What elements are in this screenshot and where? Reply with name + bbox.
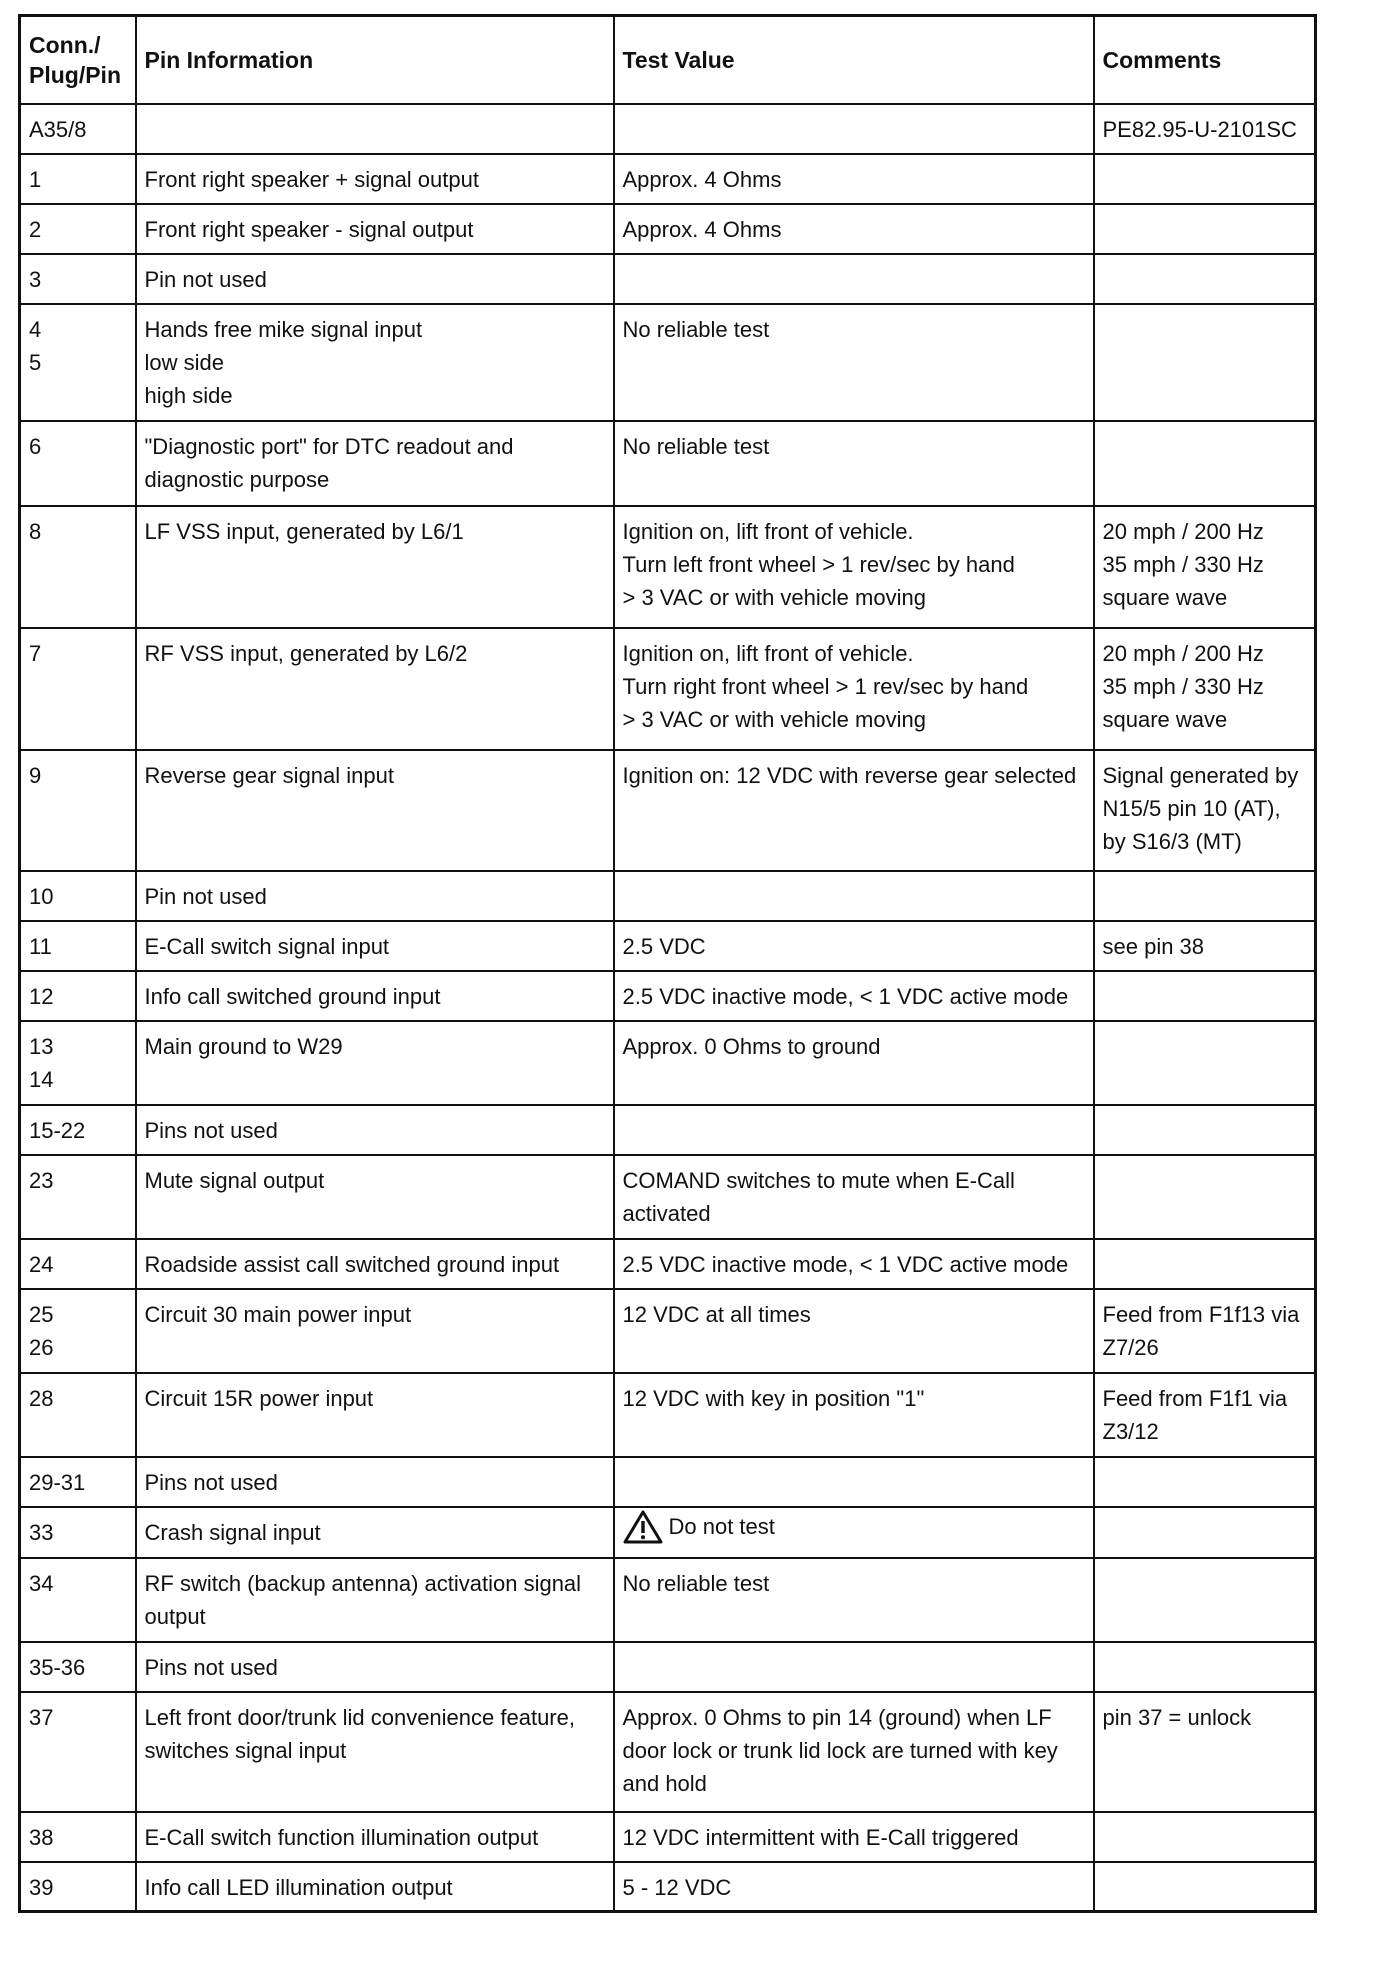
test-value-line: Ignition on, lift front of vehicle. [622,640,914,666]
cell-pin [20,506,136,628]
pin-info-line: "Diagnostic port" for DTC readout and [144,433,514,459]
cell-test-value [614,1373,1094,1457]
pin-line: 29-31 [29,1469,86,1495]
comment-line: see pin 38 [1102,933,1205,959]
pin-info-line: Pin not used [144,883,267,909]
cell-pin [20,421,136,506]
table-row [20,1155,1316,1239]
comment-line: pin 37 = unlock [1102,1704,1252,1730]
pin-line: 4 [29,316,42,342]
pin-info-line: E-Call switch function illumination output [144,1824,539,1850]
cell-pin [20,1862,136,1912]
test-value-line: activated [622,1200,711,1226]
cell-test-value [614,1155,1094,1239]
test-value-line: 12 VDC intermittent with E-Call triggered [622,1824,1019,1850]
test-value-line: 12 VDC with key in position "1" [622,1385,925,1411]
pin-line: 24 [29,1251,54,1277]
pin-line: 9 [29,762,42,788]
cell-pin [20,154,136,204]
pin-line: 26 [29,1334,54,1360]
pin-info-line: LF VSS input, generated by L6/1 [144,518,464,544]
pin-line: 25 [29,1301,54,1327]
cell-pin-info [136,628,614,750]
cell-test-value [614,204,1094,254]
cell-pin-info [136,1642,614,1692]
pin-info-line: Hands free mike signal input [144,316,423,342]
table-row [20,971,1316,1021]
comment-line: square wave [1102,584,1228,610]
cell-pin-info [136,1373,614,1457]
pin-line: 2 [29,216,42,242]
pin-line: 28 [29,1385,54,1411]
cell-comments [1094,1692,1316,1812]
cell-pin [20,971,136,1021]
pin-info-line: Pins not used [144,1654,278,1680]
cell-pin-info [136,750,614,871]
table-row [20,1692,1316,1812]
cell-test-value [614,1239,1094,1289]
cell-pin-info [136,1862,614,1912]
test-value-line: 12 VDC at all times [622,1301,811,1327]
cell-pin-info [136,1507,614,1558]
test-value-line: Approx. 4 Ohms [622,216,782,242]
pin-line: 12 [29,983,54,1009]
cell-comments [1094,104,1316,154]
cell-test-value [614,921,1094,971]
comment-line: Feed from F1f1 via [1102,1385,1288,1411]
pin-line: 5 [29,349,42,375]
header-test-value: Test Value [614,16,1094,104]
comment-line: 20 mph / 200 Hz [1102,518,1264,544]
pin-line: 1 [29,166,42,192]
cell-test-value [614,1862,1094,1912]
table-row [20,921,1316,971]
pin-line: 3 [29,266,42,292]
cell-pin-info [136,104,614,154]
test-value-line: No reliable test [622,1570,770,1596]
cell-test-value [614,1507,1094,1558]
comment-line: square wave [1102,706,1228,732]
cell-pin-info [136,204,614,254]
cell-pin-info [136,154,614,204]
comment-line: Z3/12 [1102,1418,1159,1444]
cell-comments [1094,1457,1316,1507]
pin-line: 35-36 [29,1654,86,1680]
pin-info-line: Info call switched ground input [144,983,441,1009]
pin-info-line: Circuit 15R power input [144,1385,374,1411]
cell-pin-info [136,1457,614,1507]
cell-pin [20,1692,136,1812]
header-conn [20,16,136,104]
cell-comments [1094,304,1316,421]
table-row [20,1558,1316,1642]
warning-icon [623,1510,663,1544]
cell-comments [1094,1155,1316,1239]
cell-pin [20,1021,136,1105]
cell-pin [20,1642,136,1692]
test-value-line: > 3 VAC or with vehicle moving [622,706,926,732]
pin-info-line: switches signal input [144,1737,347,1763]
cell-test-value [614,1457,1094,1507]
test-value-line: No reliable test [622,316,770,342]
cell-pin [20,1457,136,1507]
cell-pin-info [136,254,614,304]
cell-pin [20,1289,136,1373]
table-row [20,104,1316,154]
header-conn-line1: Conn./ [29,31,101,58]
test-value-line: Do not test [668,1514,775,1539]
cell-comments [1094,254,1316,304]
cell-comments [1094,1105,1316,1155]
cell-comments [1094,204,1316,254]
table-row [20,750,1316,871]
header-conn-line2: Plug/Pin [29,61,121,88]
pin-info-line: Front right speaker + signal output [144,166,479,192]
comment-line: N15/5 pin 10 (AT), [1102,795,1281,821]
cell-pin-info [136,1812,614,1862]
table-row [20,1862,1316,1912]
table-header-row [20,16,1316,104]
test-value-line: 5 - 12 VDC [622,1874,732,1900]
pin-info-line: low side [144,349,224,375]
pin-info-line: diagnostic purpose [144,466,330,492]
pin-info-line: Front right speaker - signal output [144,216,474,242]
warning-note [623,1510,775,1544]
comment-line: Signal generated by [1102,762,1299,788]
cell-pin-info [136,971,614,1021]
cell-pin-info [136,304,614,421]
test-value-line: COMAND switches to mute when E-Call [622,1167,1015,1193]
pin-line: A35/8 [29,116,87,142]
cell-comments [1094,628,1316,750]
table-row [20,204,1316,254]
test-value-line: door lock or trunk lid lock are turned with key [622,1737,1058,1763]
cell-comments [1094,506,1316,628]
test-value-line: and hold [622,1770,707,1796]
header-comments: Comments [1094,16,1316,104]
cell-test-value [614,628,1094,750]
test-value-line: Ignition on, lift front of vehicle. [622,518,914,544]
cell-test-value [614,750,1094,871]
table-row [20,1812,1316,1862]
test-value-line: 2.5 VDC inactive mode, < 1 VDC active mode [622,983,1069,1009]
cell-pin [20,304,136,421]
cell-pin [20,204,136,254]
cell-pin [20,921,136,971]
pin-line: 33 [29,1519,54,1545]
pin-line: 37 [29,1704,54,1730]
pin-line: 11 [29,933,52,959]
cell-comments [1094,921,1316,971]
cell-pin-info [136,421,614,506]
pin-info-line: Roadside assist call switched ground input [144,1251,560,1277]
cell-pin-info [136,1239,614,1289]
cell-pin [20,628,136,750]
pin-line: 34 [29,1570,54,1596]
pin-info-line: Mute signal output [144,1167,325,1193]
cell-test-value [614,871,1094,921]
pin-info-line: output [144,1603,206,1629]
comment-line: PE82.95-U-2101SC [1102,116,1297,142]
pin-line: 38 [29,1824,54,1850]
cell-test-value [614,1642,1094,1692]
pin-info-line: Pin not used [144,266,267,292]
cell-test-value [614,1558,1094,1642]
cell-pin-info [136,1105,614,1155]
cell-comments [1094,154,1316,204]
pin-line: 15-22 [29,1117,86,1143]
test-value-line: No reliable test [622,433,770,459]
table-row [20,154,1316,204]
test-value-line: Turn left front wheel > 1 rev/sec by hand [622,551,1015,577]
cell-test-value [614,1021,1094,1105]
cell-comments [1094,871,1316,921]
comment-line: 35 mph / 330 Hz [1102,673,1264,699]
comment-line: Z7/26 [1102,1334,1159,1360]
cell-test-value [614,1105,1094,1155]
table-row [20,1457,1316,1507]
cell-comments [1094,750,1316,871]
cell-test-value [614,304,1094,421]
pin-line: 8 [29,518,42,544]
cell-comments [1094,971,1316,1021]
header-pin-info: Pin Information [136,16,614,104]
pin-info-line: RF VSS input, generated by L6/2 [144,640,468,666]
cell-pin-info [136,506,614,628]
cell-pin [20,750,136,871]
pin-line: 13 [29,1033,54,1059]
cell-comments [1094,421,1316,506]
cell-comments [1094,1507,1316,1558]
cell-pin-info [136,1558,614,1642]
pin-info-line: high side [144,382,233,408]
cell-test-value [614,421,1094,506]
pin-line: 23 [29,1167,54,1193]
cell-pin-info [136,1021,614,1105]
cell-test-value [614,506,1094,628]
cell-pin-info [136,1692,614,1812]
table-row [20,1239,1316,1289]
cell-pin [20,1239,136,1289]
cell-test-value [614,104,1094,154]
cell-pin [20,1105,136,1155]
cell-pin-info [136,1289,614,1373]
table-body [20,104,1316,1912]
table-row [20,1105,1316,1155]
table-row [20,1642,1316,1692]
test-value-line: Turn right front wheel > 1 rev/sec by hand [622,673,1029,699]
cell-pin [20,254,136,304]
pin-info-line: Left front door/trunk lid convenience feature, [144,1704,575,1730]
table-row [20,506,1316,628]
pin-line: 10 [29,883,54,909]
cell-test-value [614,971,1094,1021]
cell-test-value [614,254,1094,304]
pin-info-line: Circuit 30 main power input [144,1301,412,1327]
test-value-line: Approx. 0 Ohms to ground [622,1033,881,1059]
test-value-line: 2.5 VDC [622,933,706,959]
pin-info-line: RF switch (backup antenna) activation signal [144,1570,582,1596]
comment-line: by S16/3 (MT) [1102,828,1242,854]
cell-pin [20,1155,136,1239]
cell-pin-info [136,871,614,921]
pin-info-line: Pins not used [144,1469,278,1495]
table-row [20,1289,1316,1373]
pin-info-line: E-Call switch signal input [144,933,390,959]
test-value-line: Approx. 0 Ohms to pin 14 (ground) when LF [622,1704,1052,1730]
pin-info-line: Main ground to W29 [144,1033,343,1059]
test-value-line: > 3 VAC or with vehicle moving [622,584,926,610]
cell-comments [1094,1021,1316,1105]
table-row [20,1021,1316,1105]
table-row [20,628,1316,750]
pin-table [18,14,1317,1913]
pin-info-line: Info call LED illumination output [144,1874,453,1900]
table-row [20,254,1316,304]
cell-pin-info [136,921,614,971]
cell-pin [20,104,136,154]
comment-line: 35 mph / 330 Hz [1102,551,1264,577]
cell-comments [1094,1289,1316,1373]
cell-comments [1094,1862,1316,1912]
table-row [20,871,1316,921]
cell-pin [20,1558,136,1642]
cell-comments [1094,1373,1316,1457]
cell-pin [20,1507,136,1558]
cell-test-value [614,1812,1094,1862]
cell-comments [1094,1239,1316,1289]
comment-line: 20 mph / 200 Hz [1102,640,1264,666]
table-row [20,1373,1316,1457]
test-value-line: 2.5 VDC inactive mode, < 1 VDC active mode [622,1251,1069,1277]
test-value-line: Ignition on: 12 VDC with reverse gear selected [622,762,1077,788]
pin-info-line: Reverse gear signal input [144,762,394,788]
cell-pin [20,871,136,921]
cell-pin [20,1812,136,1862]
cell-test-value [614,1289,1094,1373]
pin-line: 7 [29,640,42,666]
cell-comments [1094,1558,1316,1642]
table-row [20,1507,1316,1558]
pin-info-line: Pins not used [144,1117,278,1143]
pin-line: 39 [29,1874,54,1900]
comment-line: Feed from F1f13 via [1102,1301,1300,1327]
pin-line: 14 [29,1066,54,1092]
pin-line: 6 [29,433,42,459]
cell-test-value [614,154,1094,204]
test-value-line: Approx. 4 Ohms [622,166,782,192]
cell-pin [20,1373,136,1457]
cell-test-value [614,1692,1094,1812]
cell-comments [1094,1812,1316,1862]
cell-comments [1094,1642,1316,1692]
pin-info-line: Crash signal input [144,1519,321,1545]
table-row [20,421,1316,506]
cell-pin-info [136,1155,614,1239]
table-row [20,304,1316,421]
